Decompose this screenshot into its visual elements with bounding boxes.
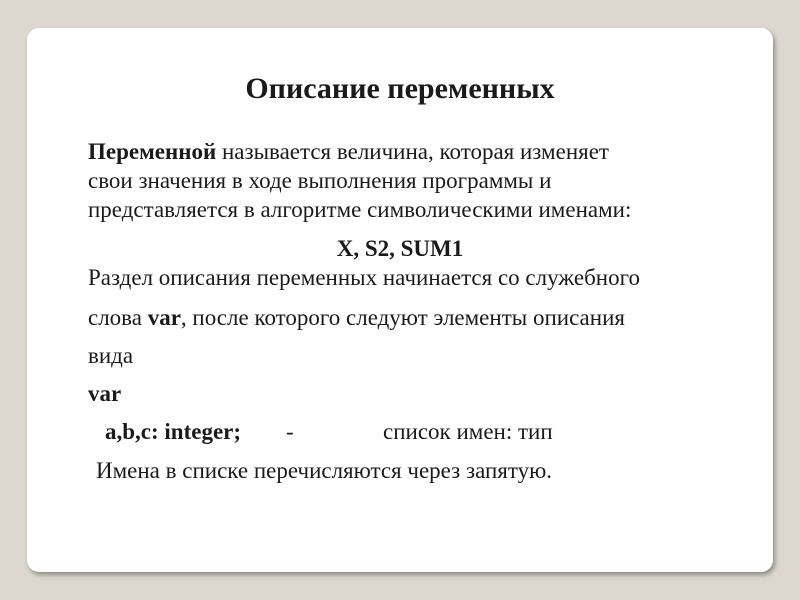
code-dash: - [286,419,294,444]
names-example: X, S2, SUM1 [336,236,464,261]
code-explanation: список имен: тип [383,419,553,444]
definition-line-3: представляется в алгоритме символическими именами: [88,197,632,222]
slide-title: Описание переменных [245,72,555,105]
section-line-3: вида [88,343,134,368]
section-line-2 [88,304,625,332]
section-line-2-end: , после которого следуют элементы описания [180,305,625,330]
code-declaration: a,b,c: integer; [105,419,242,444]
names-note: Имена в списке перечисляются через запятую. [96,458,553,483]
slide-card [27,28,773,572]
definition-paragraph [88,137,734,224]
code-var-keyword: var [88,381,122,406]
section-line-1: Раздел описания переменных начинается со служебного [88,265,640,290]
section-line-2-start: слова [88,305,148,330]
definition-line-1: называется величина, которая изменяет [216,139,609,164]
var-keyword-inline: var [147,305,181,330]
definition-term: Переменной [88,139,217,164]
definition-line-2: свои значения в ходе выполнения программы и [88,168,552,193]
